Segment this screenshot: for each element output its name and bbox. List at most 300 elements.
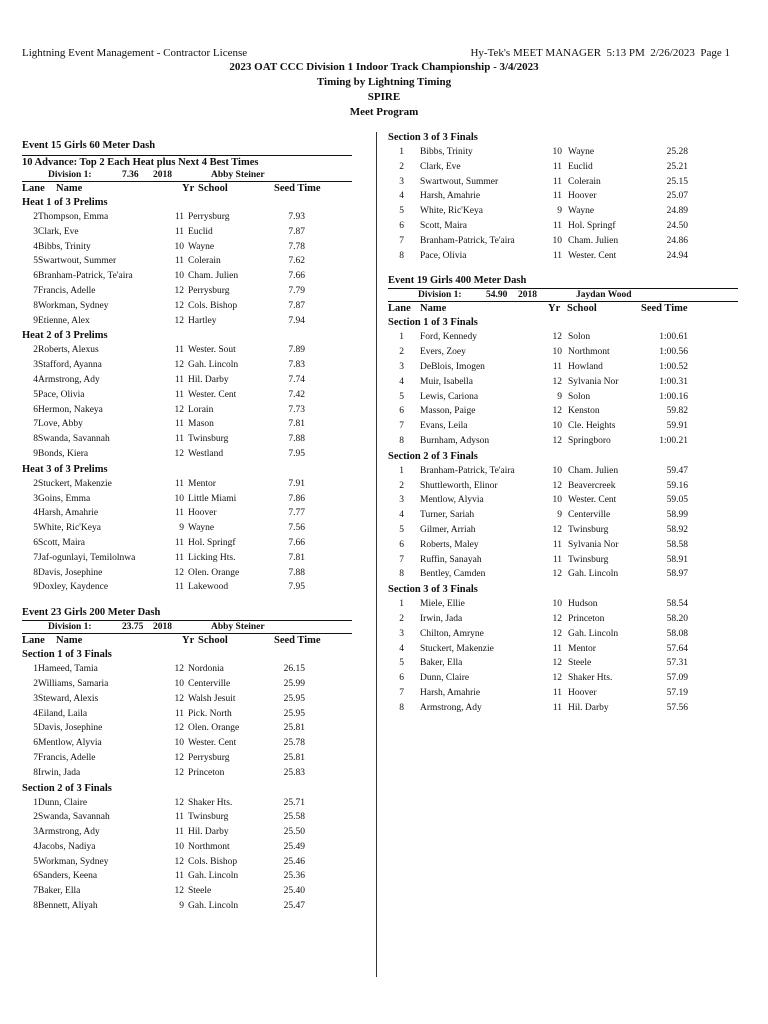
year-cell: 10: [174, 271, 184, 282]
table-row: [388, 419, 738, 434]
seed-time-cell: 57.19: [666, 687, 688, 698]
record-division: Division 1:: [48, 170, 92, 180]
table-row: [22, 343, 352, 358]
table-row: [388, 612, 738, 627]
school-cell: Cham. Julien: [568, 465, 619, 476]
table-row: [22, 810, 352, 825]
name-cell: Pace, Olivia: [38, 389, 85, 400]
col-seed: Seed Time: [274, 635, 321, 647]
lane-cell: 3: [33, 827, 38, 838]
lane-cell: 2: [399, 613, 404, 624]
year-cell: 12: [174, 767, 184, 778]
name-cell: Doxley, Kaydence: [38, 582, 109, 593]
table-row: [22, 825, 352, 840]
name-cell: Armstrong, Ady: [38, 374, 100, 385]
table-row: [388, 234, 738, 249]
year-cell: 10: [174, 241, 184, 252]
name-cell: Shuttleworth, Elinor: [420, 480, 498, 491]
lane-cell: 7: [33, 886, 38, 897]
lane-cell: 1: [399, 465, 404, 476]
seed-time-cell: 58.99: [666, 510, 688, 521]
name-cell: Chilton, Amryne: [420, 628, 484, 639]
school-cell: Centerville: [568, 510, 611, 521]
table-row: [388, 434, 738, 449]
table-row: [22, 299, 352, 314]
table-row: [22, 766, 352, 781]
year-cell: 9: [179, 523, 184, 534]
seed-time-cell: 7.66: [288, 537, 305, 548]
year-cell: 11: [552, 161, 562, 172]
school-cell: Colerain: [188, 256, 221, 267]
lane-cell: 7: [33, 552, 38, 563]
lane-cell: 6: [33, 404, 38, 415]
timing-credit: Timing by Lightning Timing: [316, 76, 452, 88]
school-cell: Mentor: [568, 643, 596, 654]
name-cell: Dunn, Claire: [420, 673, 470, 684]
school-cell: Lakewood: [188, 582, 229, 593]
lane-cell: 5: [33, 523, 38, 534]
seed-time-cell: 7.87: [288, 226, 305, 237]
record-line: [388, 288, 738, 301]
year-cell: 12: [552, 376, 562, 387]
year-cell: 12: [174, 360, 184, 371]
name-cell: Evans, Leila: [420, 421, 468, 432]
year-cell: 10: [552, 465, 562, 476]
name-cell: Davis, Josephine: [38, 723, 103, 734]
year-cell: 10: [174, 678, 184, 689]
table-row: [22, 314, 352, 329]
col-yr: Yr: [182, 635, 195, 647]
year-cell: 11: [552, 643, 562, 654]
seed-time-cell: 25.81: [283, 723, 305, 734]
seed-time-cell: 59.91: [666, 421, 688, 432]
seed-time-cell: 58.58: [666, 539, 688, 550]
lane-cell: 3: [399, 628, 404, 639]
name-cell: White, Ric'Keya: [38, 523, 101, 534]
col-name: Name: [420, 303, 447, 315]
school-cell: Olen. Orange: [188, 567, 240, 578]
table-row: [22, 677, 352, 692]
lane-cell: 7: [33, 419, 38, 430]
seed-time-cell: 25.95: [283, 693, 305, 704]
seed-time-cell: 7.81: [288, 552, 305, 563]
year-cell: 11: [174, 552, 184, 563]
name-cell: Roberts, Maley: [420, 539, 479, 550]
name-cell: Harsh, Amahrie: [420, 687, 481, 698]
spacer: [22, 595, 352, 605]
lane-cell: 1: [33, 797, 38, 808]
name-cell: Swanda, Savannah: [38, 812, 110, 823]
table-row: [388, 160, 738, 175]
name-cell: Harsh, Amahrie: [420, 191, 481, 202]
school-cell: Mentor: [188, 478, 216, 489]
lane-cell: 7: [33, 285, 38, 296]
lane-cell: 2: [33, 678, 38, 689]
name-cell: White, Ric'Keya: [420, 206, 483, 217]
record-time: 23.75: [122, 622, 144, 633]
table-row: [22, 721, 352, 736]
name-cell: Stafford, Ayanna: [38, 360, 102, 371]
table-row: [22, 225, 352, 240]
name-cell: Muir, Isabella: [420, 376, 473, 387]
school-cell: Howland: [568, 361, 603, 372]
venue-name: SPIRE: [367, 91, 401, 103]
seed-time-cell: 25.50: [283, 827, 305, 838]
section-title: Section 2 of 3 Finals: [22, 782, 112, 794]
lane-cell: 6: [399, 406, 404, 417]
lane-cell: 6: [399, 673, 404, 684]
table-row: [22, 358, 352, 373]
lane-cell: 7: [399, 235, 404, 246]
school-cell: Walsh Jesuit: [188, 693, 236, 704]
year-cell: 12: [174, 315, 184, 326]
table-row: [22, 899, 352, 914]
col-lane: Lane: [388, 303, 411, 315]
seed-time-cell: 24.86: [666, 235, 688, 246]
section-title: Heat 2 of 3 Prelims: [22, 330, 108, 342]
lane-cell: 8: [33, 300, 38, 311]
year-cell: 12: [174, 797, 184, 808]
year-cell: 11: [174, 256, 184, 267]
school-cell: Hoover: [568, 191, 597, 202]
table-row: [388, 701, 738, 716]
table-row: [22, 692, 352, 707]
seed-time-cell: 58.91: [666, 554, 688, 565]
event-title: Event 15 Girls 60 Meter Dash: [22, 140, 156, 151]
year-cell: 10: [552, 421, 562, 432]
seed-time-cell: 7.56: [288, 523, 305, 534]
record-year: 2018: [153, 170, 172, 180]
section-title: Section 3 of 3 Finals: [388, 132, 478, 143]
table-row: [22, 536, 352, 551]
section-title: Section 1 of 3 Finals: [388, 317, 478, 329]
name-cell: Irwin, Jada: [420, 613, 463, 624]
seed-time-cell: 7.95: [288, 582, 305, 593]
lane-cell: 7: [33, 752, 38, 763]
table-row: [388, 597, 738, 612]
school-cell: Wester. Cent: [568, 250, 617, 261]
lane-cell: 6: [399, 539, 404, 550]
lane-cell: 5: [33, 723, 38, 734]
record-division: Division 1:: [418, 290, 462, 301]
seed-time-cell: 25.81: [283, 752, 305, 763]
table-row: [388, 493, 738, 508]
seed-time-cell: 1:00.31: [659, 376, 688, 387]
name-cell: Swartwout, Summer: [420, 176, 499, 187]
year-cell: 10: [552, 599, 562, 610]
school-cell: Lorain: [188, 404, 214, 415]
seed-time-cell: 59.47: [666, 465, 688, 476]
year-cell: 10: [552, 147, 562, 157]
advance-rule: 10 Advance: Top 2 Each Heat plus Next 4 Best Times: [22, 155, 352, 169]
name-cell: Love, Abby: [38, 419, 83, 430]
school-cell: Cols. Bishop: [188, 300, 238, 311]
year-cell: 11: [552, 220, 562, 231]
school-cell: Perrysburg: [188, 285, 230, 296]
table-row: [22, 840, 352, 855]
school-cell: Colerain: [568, 176, 601, 187]
year-cell: 11: [552, 687, 562, 698]
seed-time-cell: 1:00.16: [659, 391, 688, 402]
lane-cell: 6: [33, 738, 38, 749]
school-cell: Gah. Lincoln: [568, 628, 619, 639]
name-cell: Evers, Zoey: [420, 347, 466, 358]
table-row: [22, 284, 352, 299]
school-cell: Hudson: [568, 599, 598, 610]
seed-time-cell: 25.40: [283, 886, 305, 897]
lane-cell: 3: [399, 176, 404, 187]
school-cell: Gah. Lincoln: [188, 901, 239, 912]
name-cell: Stuckert, Makenzie: [38, 478, 112, 489]
seed-time-cell: 7.87: [288, 300, 305, 311]
name-cell: Masson, Paige: [420, 406, 476, 417]
seed-time-cell: 58.92: [666, 524, 688, 535]
seed-time-cell: 25.58: [283, 812, 305, 823]
table-row: [388, 553, 738, 568]
year-cell: 12: [552, 658, 562, 669]
school-cell: Twinsburg: [188, 434, 229, 445]
name-cell: Gilmer, Arriah: [420, 524, 476, 535]
year-cell: 11: [174, 812, 184, 823]
school-cell: Hol. Springf: [188, 537, 236, 548]
lane-cell: 9: [33, 582, 38, 593]
seed-time-cell: 25.78: [283, 738, 305, 749]
school-cell: Mason: [188, 419, 214, 430]
school-cell: Kenston: [568, 406, 600, 417]
school-cell: Perrysburg: [188, 212, 230, 222]
school-cell: Shaker Hts.: [568, 673, 613, 684]
year-cell: 12: [552, 435, 562, 446]
year-cell: 10: [174, 841, 184, 852]
table-row: [22, 855, 352, 870]
table-row: [22, 580, 352, 595]
program-title: Meet Program: [349, 106, 419, 118]
table-row: [22, 551, 352, 566]
seed-time-cell: 25.21: [666, 161, 688, 172]
name-cell: Thompson, Emma: [38, 212, 109, 222]
table-row: [388, 508, 738, 523]
seed-time-cell: 25.83: [283, 767, 305, 778]
name-cell: Bibbs, Trinity: [38, 241, 91, 252]
right-column: [388, 130, 738, 716]
year-cell: 12: [552, 480, 562, 491]
year-cell: 12: [174, 404, 184, 415]
name-cell: Francis, Adelle: [38, 752, 96, 763]
event-title: Event 19 Girls 400 Meter Dash: [388, 275, 527, 287]
lane-cell: 4: [33, 374, 38, 385]
lane-cell: 3: [399, 495, 404, 506]
lane-cell: 3: [33, 226, 38, 237]
lane-cell: 8: [399, 569, 404, 580]
name-cell: Lewis, Cariona: [420, 391, 479, 402]
seed-time-cell: 1:00.52: [659, 361, 688, 372]
table-row: [388, 345, 738, 360]
year-cell: 12: [174, 664, 184, 675]
name-cell: Pace, Olivia: [420, 250, 467, 261]
lane-cell: 2: [399, 347, 404, 358]
col-lane: Lane: [22, 183, 45, 194]
lane-cell: 8: [33, 901, 38, 912]
lane-cell: 6: [399, 220, 404, 231]
table-row: [388, 567, 738, 582]
lane-cell: 5: [399, 524, 404, 535]
seed-time-cell: 58.54: [666, 599, 688, 610]
section-title: Heat 1 of 3 Prelims: [22, 197, 108, 208]
year-cell: 11: [552, 539, 562, 550]
year-cell: 10: [552, 235, 562, 246]
col-school: School: [198, 635, 228, 647]
table-row: [388, 145, 738, 160]
year-cell: 10: [552, 495, 562, 506]
name-cell: Mentlow, Alyvia: [38, 738, 102, 749]
lane-cell: 4: [399, 191, 404, 202]
year-cell: 11: [174, 582, 184, 593]
year-cell: 11: [174, 708, 184, 719]
name-cell: Workman, Sydney: [38, 300, 109, 311]
table-row: [388, 360, 738, 375]
seed-time-cell: 1:00.56: [659, 347, 688, 358]
school-cell: Nordonia: [188, 664, 224, 675]
lane-cell: 5: [399, 206, 404, 217]
table-row: [22, 417, 352, 432]
school-cell: Olen. Orange: [188, 723, 240, 734]
lane-cell: 6: [33, 537, 38, 548]
name-cell: Ford, Kennedy: [420, 332, 477, 343]
seed-time-cell: 25.28: [666, 147, 688, 157]
column-header: [22, 633, 352, 647]
name-cell: Miele, Ellie: [420, 599, 465, 610]
year-cell: 11: [552, 554, 562, 565]
table-row: [22, 492, 352, 507]
name-cell: Stuckert, Makenzie: [420, 643, 494, 654]
seed-time-cell: 7.74: [288, 374, 305, 385]
col-yr: Yr: [182, 183, 195, 194]
event-title: Event 23 Girls 200 Meter Dash: [22, 607, 161, 619]
lane-cell: 8: [33, 767, 38, 778]
name-cell: Mentlow, Alyvia: [420, 495, 484, 506]
name-cell: Hermon, Nakeya: [38, 404, 103, 415]
seed-time-cell: 57.09: [666, 673, 688, 684]
record-holder: Jaydan Wood: [576, 290, 632, 301]
name-cell: Clark, Eve: [420, 161, 461, 172]
table-row: [22, 884, 352, 899]
name-cell: Ruffin, Sanayah: [420, 554, 482, 565]
school-cell: Hoover: [568, 687, 597, 698]
seed-time-cell: 25.99: [283, 678, 305, 689]
name-cell: Clark, Eve: [38, 226, 79, 237]
year-cell: 11: [174, 374, 184, 385]
lane-cell: 5: [33, 256, 38, 267]
column-header: [22, 181, 352, 195]
record-line: [22, 169, 352, 181]
table-row: [22, 796, 352, 811]
seed-time-cell: 58.97: [666, 569, 688, 580]
table-row: [388, 538, 738, 553]
school-cell: Twinsburg: [188, 812, 229, 823]
lane-cell: 5: [399, 391, 404, 402]
year-cell: 10: [174, 738, 184, 749]
table-row: [388, 330, 738, 345]
seed-time-cell: 7.42: [288, 389, 305, 400]
school-cell: Hoover: [188, 508, 217, 519]
name-cell: Branham-Patrick, Te'aira: [420, 465, 515, 476]
lane-cell: 4: [33, 841, 38, 852]
school-cell: Solon: [568, 332, 591, 343]
lane-cell: 5: [399, 658, 404, 669]
name-cell: Swartwout, Summer: [38, 256, 117, 267]
school-cell: Hil. Darby: [188, 827, 229, 838]
lane-cell: 2: [399, 161, 404, 172]
lane-cell: 1: [399, 599, 404, 610]
lane-cell: 3: [399, 361, 404, 372]
lane-cell: 4: [399, 510, 404, 521]
name-cell: Hameed, Tamia: [38, 664, 98, 675]
record-line: [22, 620, 352, 633]
name-cell: Baker, Ella: [38, 886, 81, 897]
school-cell: Springboro: [568, 435, 611, 446]
lane-cell: 9: [33, 448, 38, 459]
table-row: [22, 869, 352, 884]
seed-time-cell: 25.95: [283, 708, 305, 719]
table-row: [22, 240, 352, 255]
school-cell: Euclid: [188, 226, 213, 237]
col-seed: Seed Time: [641, 303, 688, 315]
year-cell: 9: [557, 206, 562, 217]
table-row: [22, 447, 352, 462]
name-cell: Goins, Emma: [38, 493, 91, 504]
seed-time-cell: 58.20: [666, 613, 688, 624]
school-cell: Hil. Darby: [568, 702, 609, 713]
school-cell: Wester. Cent: [188, 389, 237, 400]
col-name: Name: [56, 183, 83, 194]
school-cell: Hol. Springf: [568, 220, 616, 231]
year-cell: 9: [557, 510, 562, 521]
lane-cell: 7: [399, 554, 404, 565]
year-cell: 11: [552, 702, 562, 713]
table-row: [388, 219, 738, 234]
year-cell: 12: [174, 567, 184, 578]
seed-time-cell: 7.93: [288, 212, 305, 222]
name-cell: Baker, Ella: [420, 658, 463, 669]
table-row: [22, 707, 352, 722]
seed-time-cell: 7.89: [288, 345, 305, 356]
year-cell: 11: [174, 419, 184, 430]
seed-time-cell: 25.49: [283, 841, 305, 852]
year-cell: 11: [552, 191, 562, 202]
seed-time-cell: 7.66: [288, 271, 305, 282]
school-cell: Solon: [568, 391, 591, 402]
table-row: [22, 388, 352, 403]
spacer: [388, 263, 738, 273]
record-holder: Abby Steiner: [211, 622, 265, 633]
school-cell: Gah. Lincoln: [568, 569, 619, 580]
table-row: [22, 432, 352, 447]
table-row: [22, 403, 352, 418]
table-row: [388, 390, 738, 405]
school-cell: Cham. Julien: [568, 235, 619, 246]
seed-time-cell: 7.81: [288, 419, 305, 430]
year-cell: 11: [174, 434, 184, 445]
seed-time-cell: 7.95: [288, 448, 305, 459]
table-row: [22, 736, 352, 751]
year-cell: 11: [174, 389, 184, 400]
seed-time-cell: 26.15: [283, 664, 305, 675]
school-cell: Hil. Darby: [188, 374, 229, 385]
report-header-right: Hy-Tek's MEET MANAGER 5:13 PM 2/26/2023 Page 1: [470, 47, 730, 59]
seed-time-cell: 59.16: [666, 480, 688, 491]
section-title: Section 2 of 3 Finals: [388, 450, 478, 462]
year-cell: 11: [174, 212, 184, 222]
